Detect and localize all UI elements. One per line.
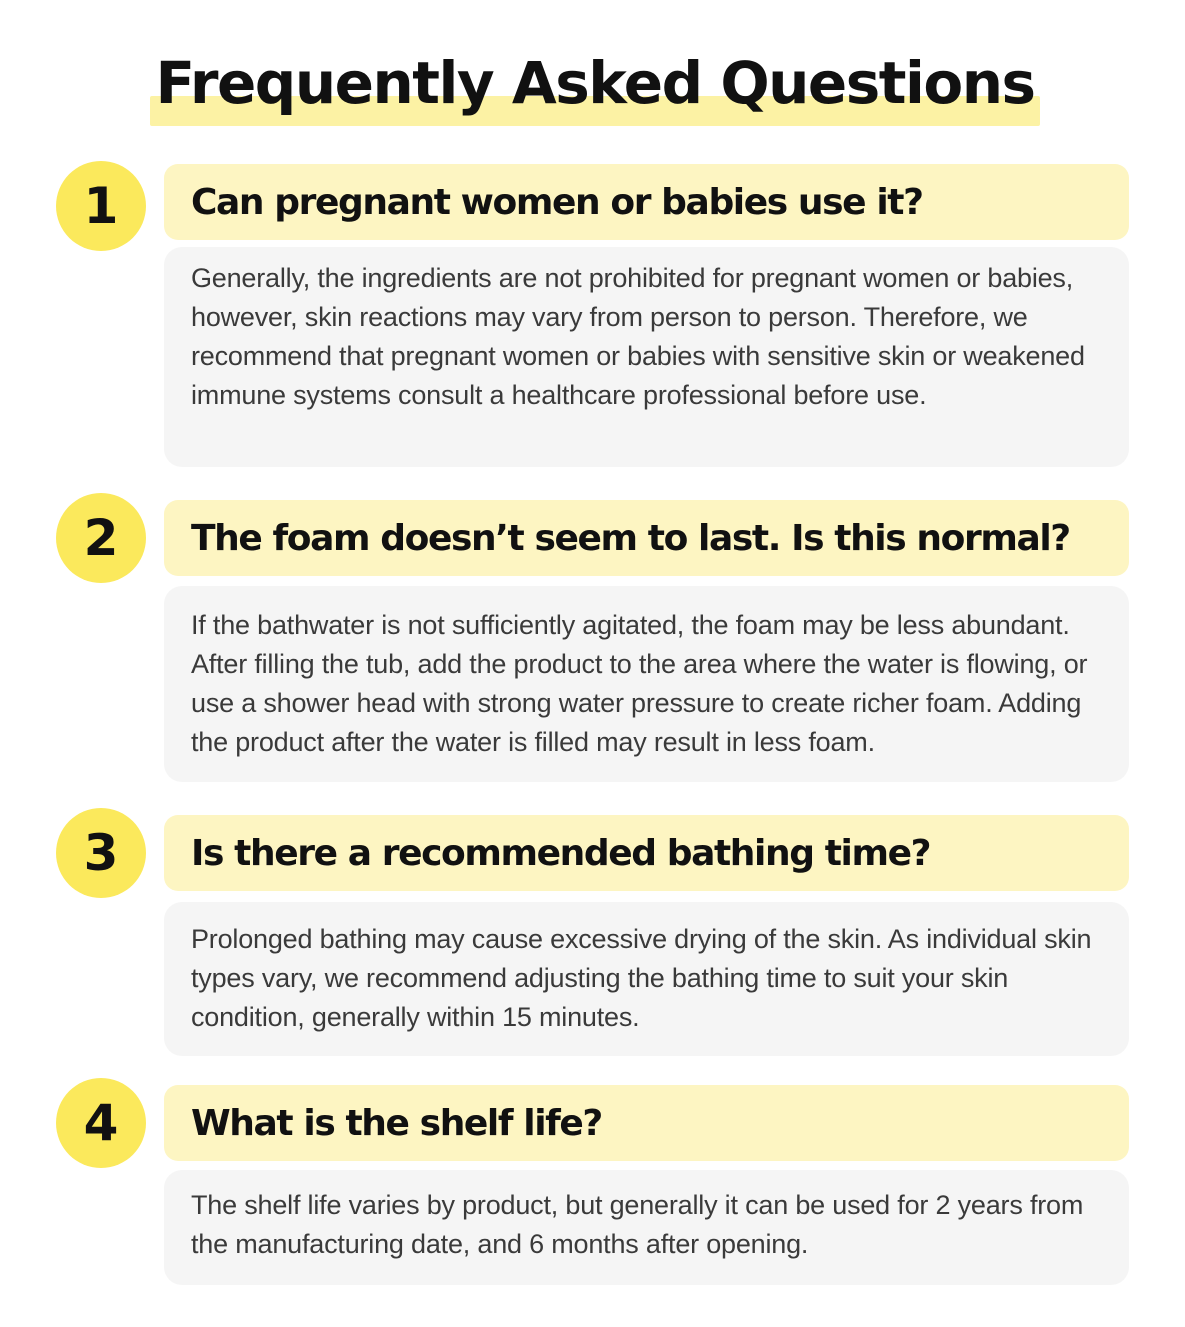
faq-question-text: Can pregnant women or babies use it?	[191, 181, 923, 223]
faq-answer-text: Generally, the ingredients are not prohibited for pregnant women or babies, however, skin reactions may vary from person to person. Therefore, we recommend that pregnant women or babies with sensitive skin or weakened immune systems consult a healthcare professional before use.	[191, 263, 1085, 410]
faq-question	[164, 164, 1129, 240]
faq-question-text: The foam doesn’t seem to last. Is this normal?	[191, 517, 1070, 559]
faq-number-badge	[56, 493, 146, 583]
page-title: Frequently Asked Questions	[155, 49, 1035, 117]
faq-question-text: What is the shelf life?	[191, 1102, 602, 1144]
faq-answer-text: The shelf life varies by product, but generally it can be used for 2 years from the manufacturing date, and 6 months after opening.	[191, 1190, 1084, 1259]
faq-answer	[164, 1170, 1129, 1285]
faq-number: 2	[83, 509, 119, 567]
faq-answer	[164, 586, 1129, 782]
faq-question	[164, 1085, 1129, 1161]
page-header	[150, 40, 1040, 130]
faq-answer	[164, 902, 1129, 1056]
faq-answer-text: Prolonged bathing may cause excessive drying of the skin. As individual skin types vary, we recommend adjusting the bathing time to suit your skin condition, generally within 15 minutes.	[191, 924, 1092, 1032]
faq-number: 4	[83, 1094, 119, 1152]
faq-question	[164, 815, 1129, 891]
faq-number-badge	[56, 808, 146, 898]
faq-question-text: Is there a recommended bathing time?	[191, 832, 931, 874]
faq-answer-text: If the bathwater is not sufficiently agitated, the foam may be less abundant. After filling the tub, add the product to the area where the water is flowing, or use a shower head with strong water pressure to create richer foam. Adding the product after the water is filled may result in less foam.	[191, 610, 1088, 757]
faq-number: 3	[83, 824, 119, 882]
faq-number-badge	[56, 1078, 146, 1168]
faq-number-badge	[56, 161, 146, 251]
faq-question	[164, 500, 1129, 576]
faq-answer	[164, 247, 1129, 467]
faq-number: 1	[83, 177, 119, 235]
